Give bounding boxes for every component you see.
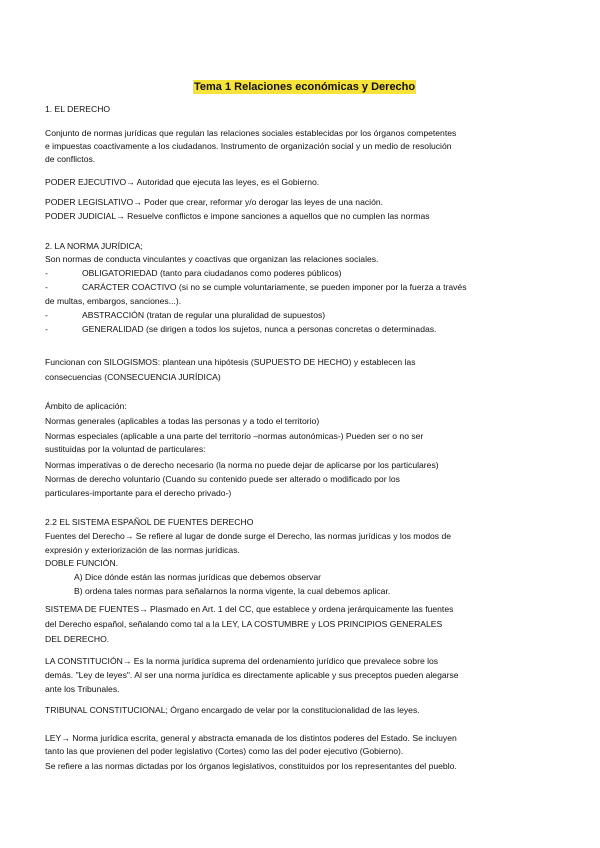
ley-line-3: Se refiere a las normas dictadas por los órganos legislativos, constituidos por los representantes del pueblo. — [45, 761, 457, 771]
list-item-abstraccion: ABSTRACCIÓN (tratan de regular una pluralidad de supuestos) — [82, 310, 326, 320]
bullet-dash: - — [45, 268, 48, 278]
constitucion-line-3: ante los Tribunales. — [45, 684, 120, 694]
constitucion-line-1: LA CONSTITUCIÓN→ Es la norma jurídica suprema del ordenamiento jurídico que prevalece sobre los — [45, 656, 439, 666]
normas-generales: Normas generales (aplicables a todas las personas y a todo el territorio) — [45, 416, 320, 426]
list-item-caracter-coactivo-cont: de multas, embargos, sanciones...). — [45, 296, 182, 306]
funcion-b: B) ordena tales normas para señalarnos la norma vigente, la cual debemos aplicar. — [74, 586, 391, 596]
sistema-fuentes-line-2: del Derecho español, señalando como tal a la LEY, LA COSTUMBRE y LOS PRINCIPIOS GENERALES — [45, 619, 443, 629]
fuentes-derecho-line-1: Fuentes del Derecho→ Se refiere al lugar de donde surge el Derecho, las normas jurídicas y los modos de — [45, 531, 452, 541]
normas-especiales-line-2: sustituidas por la voluntad de particulares: — [45, 444, 206, 454]
section-2-heading: 2. LA NORMA JURÍDICA; — [45, 241, 143, 251]
silogismos-line-1: Funcionan con SILOGISMOS: plantean una hipótesis (SUPUESTO DE HECHO) y establecen las — [45, 357, 416, 367]
list-item-obligatoriedad: OBLIGATORIEDAD (tanto para ciudadanos como poderes públicos) — [82, 268, 342, 278]
bullet-dash: - — [45, 282, 48, 292]
constitucion-line-2: demás. "Ley de leyes". Al ser una norma jurídica es directamente aplicable y sus preceptos pueden alegarse — [45, 670, 459, 680]
derecho-definition-line-3: de conflictos. — [45, 154, 96, 164]
fuentes-derecho-line-2: expresión y exteriorización de las normas jurídicas. — [45, 545, 240, 555]
ley-line-1: LEY→ Norma jurídica escrita, general y abstracta emanada de los distintos poderes del Estado. Se incluyen — [45, 733, 457, 743]
normas-voluntario-line-2: particulares-importante para el derecho privado-) — [45, 488, 232, 498]
section-1-heading: 1. EL DERECHO — [45, 104, 111, 114]
section-2-2-heading: 2.2 EL SISTEMA ESPAÑOL DE FUENTES DERECHO — [45, 517, 254, 527]
tribunal-constitucional: TRIBUNAL CONSTITUCIONAL; Órgano encargado de velar por la constitucionalidad de las leyes. — [45, 705, 420, 715]
normas-voluntario-line-1: Normas de derecho voluntario (Cuando su contenido puede ser alterado o modificado por los — [45, 474, 400, 484]
norma-intro: Son normas de conducta vinculantes y coactivas que organizan las relaciones sociales. — [45, 254, 379, 264]
ambito-heading: Ámbito de aplicación: — [45, 401, 127, 411]
page-title: Tema 1 Relaciones económicas y Derecho — [194, 81, 416, 93]
normas-especiales-line-1: Normas especiales (aplicable a una parte del territorio –normas autonómicas-) Pueden ser o no ser — [45, 431, 424, 441]
sistema-fuentes-line-3: DEL DERECHO. — [45, 634, 110, 644]
doble-funcion: DOBLE FUNCIÓN. — [45, 558, 119, 568]
ley-line-2: tanto las que provienen del poder legislativo (Cortes) como las del poder ejecutivo (Gobierno). — [45, 746, 404, 756]
normas-imperativas: Normas imperativas o de derecho necesario (la norma no puede dejar de aplicarse por los particulares) — [45, 460, 439, 470]
derecho-definition-line-1: Conjunto de normas jurídicas que regulan las relaciones sociales establecidas por los órganos competentes — [45, 128, 457, 138]
poder-legislativo: PODER LEGISLATIVO→ Poder que crear, reformar y/o derogar las leyes de una nación. — [45, 197, 384, 207]
poder-judicial: PODER JUDICIAL→ Resuelve conflictos e impone sanciones a aquellos que no cumplen las normas — [45, 211, 430, 221]
derecho-definition-line-2: e impuestas coactivamente a los ciudadanos. Instrumento de organización social y un medio de resolución — [45, 141, 452, 151]
silogismos-line-2: consecuencias (CONSECUENCIA JURÍDICA) — [45, 372, 221, 382]
bullet-dash: - — [45, 324, 48, 334]
bullet-dash: - — [45, 310, 48, 320]
list-item-caracter-coactivo: CARÁCTER COACTIVO (si no se cumple voluntariamente, se pueden imponer por la fuerza a través — [82, 282, 467, 292]
list-item-generalidad: GENERALIDAD (se dirigen a todos los sujetos, nunca a personas concretas o determinadas. — [82, 324, 437, 334]
poder-ejecutivo: PODER EJECUTIVO→ Autoridad que ejecuta las leyes, es el Gobierno. — [45, 177, 320, 187]
sistema-fuentes-line-1: SISTEMA DE FUENTES→ Plasmado en Art. 1 del CC, que establece y ordena jerárquicamente las fuentes — [45, 604, 454, 614]
funcion-a: A) Dice dónde están las normas jurídicas que debemos observar — [74, 572, 321, 582]
